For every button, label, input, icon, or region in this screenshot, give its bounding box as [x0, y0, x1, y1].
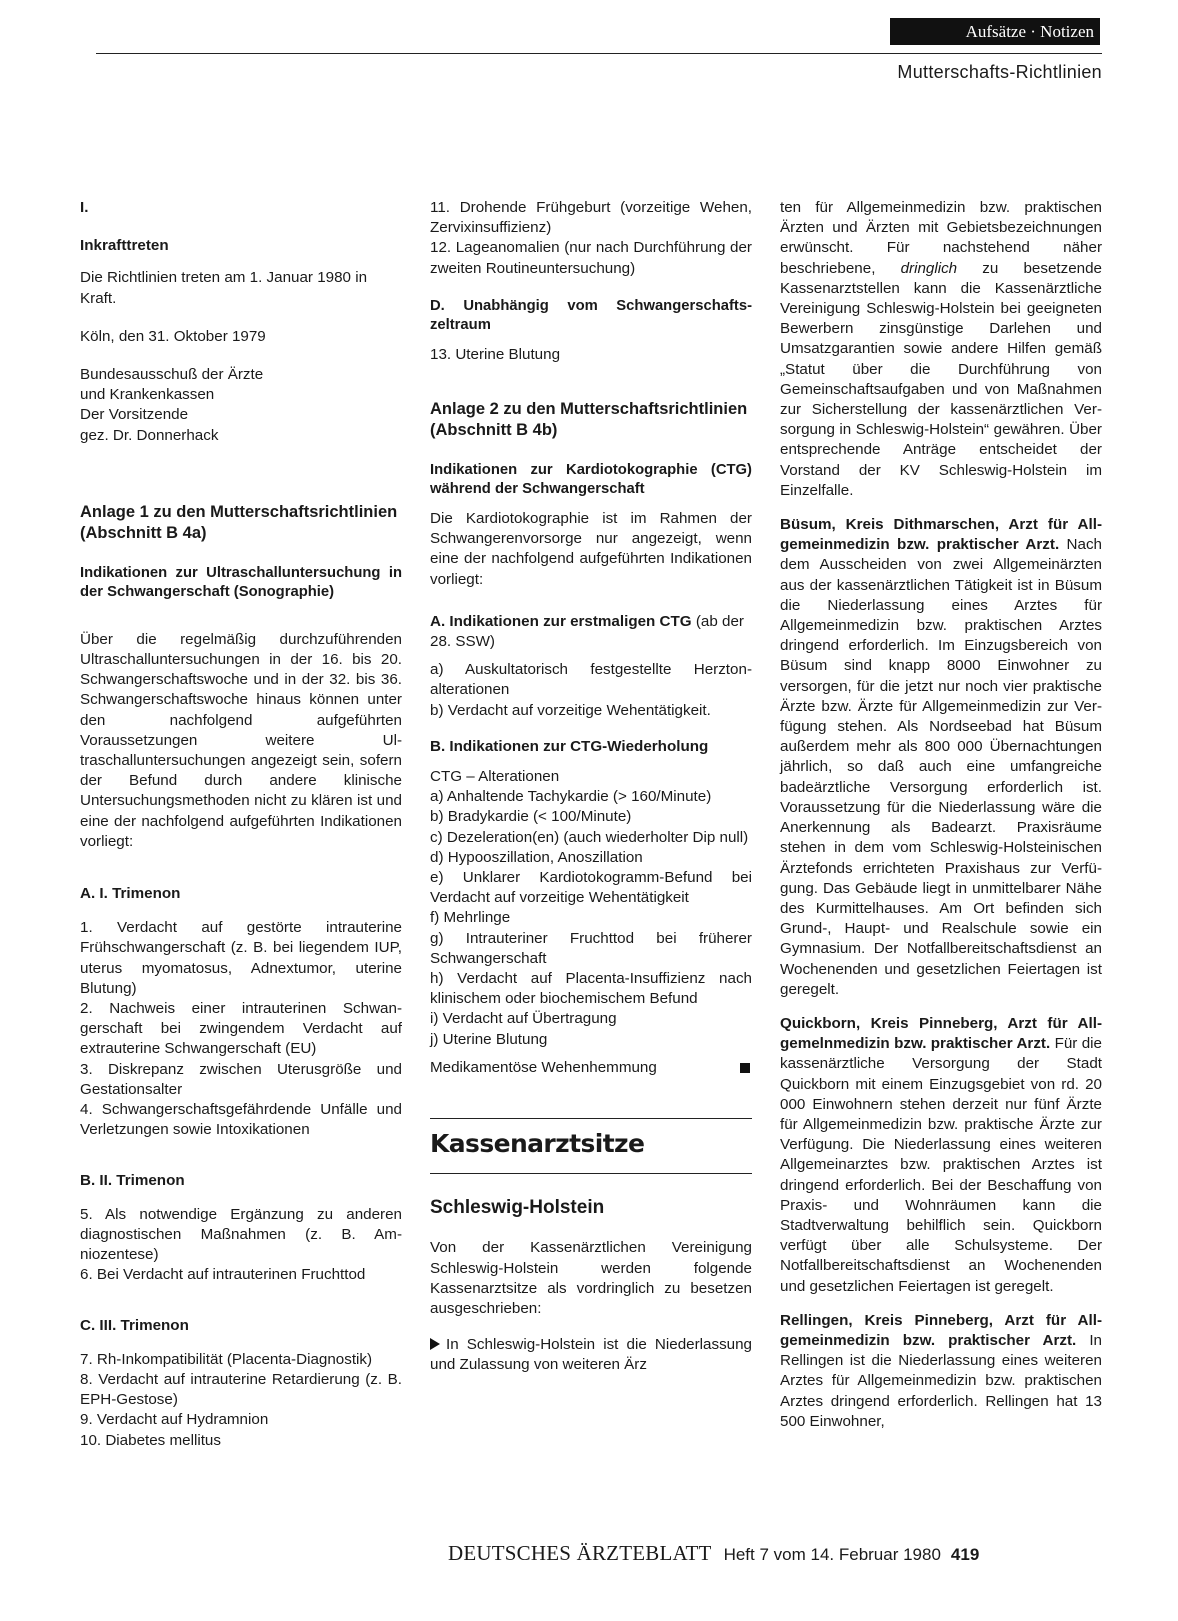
section-rule-top: [430, 1118, 752, 1119]
signature-line: Der Vorsitzende: [80, 406, 189, 424]
arrow-right-icon: [430, 1338, 440, 1350]
list-item: 1. Verdacht auf gestörte intrauterine Frühschwangerschaft (z. B. bei liegendem IUP, uterus myomatosus, Adnextumor, uterine Blutung): [80, 919, 402, 997]
column-1: [80, 198, 402, 1451]
list-item: b) Verdacht auf vorzeitige Wehentätigkeit.: [430, 701, 711, 719]
a-heading: [430, 612, 752, 652]
list-item: 6. Bei Verdacht auf intrauterinen Fruchttod: [80, 1266, 366, 1284]
sh-note-text: In Schleswig-Holstein ist die Niederlassung und Zulassung von weiteren Ärz: [430, 1336, 752, 1374]
list-item: g) Intrauteriner Fruchttod bei früherer Schwangerschaft: [430, 929, 752, 967]
anlage-2-subheading: Indikationen zur Kardiotokographie (CTG) während der Schwangerschaft: [430, 462, 752, 498]
list-item: 4. Schwangerschaftsgefährdende Unfälle und Verletzungen sowie Intoxikationen: [80, 1101, 402, 1139]
listing-text: In Rellingen ist die Niederlassung eines weiteren Arztes für Allgemeinmedizin bzw. praktischen Arztes dringend erforderlich. Rellingen hat 13 500 Einwohner,: [780, 1331, 1102, 1430]
anlage-1-subheading: Indikationen zur Ultraschalluntersuchung in der Schwangerschaft (Sonographie): [80, 564, 402, 600]
listing-lead: Rellingen, Kreis Pinneberg, Arzt für Allgemeinmedizin bzw. praktischer Arzt.: [780, 1311, 1102, 1349]
anlage-2-intro: Die Kardiotokographie ist im Rahmen der Schwangerenvorsorge nur angezeigt, wenn eine der nachfolgend aufgeführten Indikationen vorliegt:: [430, 510, 752, 588]
sh-intro: Von der Kassenärztlichen Vereinigung Schleswig-Holstein werden folgende Kassenarztsitze als vordringlich zu besetzen ausgeschrieben:: [430, 1239, 752, 1317]
section-number: I.: [80, 199, 89, 216]
end-mark-icon: [740, 1063, 750, 1073]
inkrafttreten-heading: Inkrafttreten: [80, 237, 169, 255]
sh-note: [430, 1335, 752, 1375]
issue-info: Heft 7 vom 14. Februar 1980: [723, 1545, 941, 1564]
trimenon-2-heading: B. II. Trimenon: [80, 1171, 185, 1189]
list-item: 11. Drohende Frühgeburt (vorzeitige Wehen, Zervixinsuffizienz): [430, 199, 752, 237]
trimenon-3-heading: C. III. Trimenon: [80, 1316, 189, 1334]
list-item: 5. Als notwendige Ergänzung zu anderen diagnostischen Maßnahmen (z. B. Amniozentese): [80, 1205, 402, 1264]
listing-quickborn: [780, 1014, 1102, 1297]
anlage-1-heading: Anlage 1 zu den Mutterschaftsrichtlinien (Abschnitt B 4a): [80, 502, 398, 542]
list-item: 13. Uterine Blutung: [430, 345, 561, 363]
kassenarztsitze-title: Kassenarztsitze: [430, 1129, 645, 1159]
list-item: CTG – Alterationen: [430, 768, 560, 786]
page-footer: [448, 1541, 1102, 1566]
signature-line: und Krankenkassen: [80, 386, 215, 404]
column-2: [430, 198, 752, 1384]
text-run: zu besetzende Kassenarztstellen kann die Kassenärztliche Vereinigung Schleswig-Holstein bei geeigneten Bewerbern zinsgünstige Darlehen und Umsatzgarantien sowie andere Hilfen gemäß „Statut über die Durchführung von Gemeinschaftsaufgaben und von Maßnahmen zur Sicherstellung der kassenärztlichen Versorgung in Schleswig-Holstein“ gewähren. Über entsprechende Anträge entscheidet der Vorstand der KV Schleswig-Holstein im Einzelfalle.: [780, 259, 1102, 499]
list-item: 10. Diabetes mellitus: [80, 1431, 221, 1449]
a-heading-rest: (ab der 28. SSW): [430, 612, 744, 651]
text-run-italic: dringlich: [900, 259, 958, 277]
list-item: a) Auskultatorisch festgestellte Herztonalterationen: [430, 661, 752, 699]
schleswig-holstein-title: Schleswig-Holstein: [430, 1197, 605, 1219]
signature-block: [80, 365, 402, 446]
anlage-2-heading: Anlage 2 zu den Mutterschaftsrichtlinien (Abschnitt B 4b): [430, 400, 748, 440]
list-item: e) Unklarer Kardiotokogramm-Befund bei Verdacht auf vorzeitige Wehentätigkeit: [430, 869, 752, 907]
b-heading: B. Indikationen zur CTG-Wiederholung: [430, 737, 709, 755]
column-3: [780, 198, 1102, 1440]
journal-name: DEUTSCHES ÄRZTEBLATT: [448, 1541, 712, 1565]
a-heading-bold: A. Indikationen zur erstmaligen CTG: [430, 612, 692, 630]
text-run: ten für Allgemeinmedizin bzw. praktischen Ärzten und Ärzten mit Gebietsbezeichnungen erwünscht. Für nachstehend näher beschriebene,: [780, 199, 1102, 277]
list-item: Medikamentöse Wehenhemmung: [430, 1058, 657, 1076]
last-item-line: [430, 1058, 752, 1078]
list-item: c) Dezeleration(en) (auch wiederholter Dip null): [430, 828, 749, 846]
list-item: d) Hypooszillation, Anoszillation: [430, 848, 643, 866]
inkrafttreten-text: Die Richtlinien treten am 1. Januar 1980 in Kraft.: [80, 269, 368, 307]
listing-lead: Büsum, Kreis Dithmarschen, Arzt für Allgemeinmedizin bzw. praktischer Arzt.: [780, 516, 1102, 554]
list-item: 3. Diskrepanz zwischen Uterusgröße und Gestationsalter: [80, 1060, 402, 1098]
list-item: 2. Nachweis einer intrauterinen Schwangerschaft bei zwingendem Verdacht auf extrauterine Schwangerschaft (EU): [80, 1000, 402, 1058]
list-item: a) Anhaltende Tachykardie (> 160/Minute): [430, 788, 712, 806]
listing-lead: Quickborn, Kreis Pinneberg, Arzt für Allgemelnmedizin bzw. praktischer Arzt.: [780, 1014, 1102, 1053]
anlage-1-intro: Über die regelmäßig durchzuführenden Ultraschalluntersuchungen in der 16. bis 20. Schwangerschaftswoche und in der 32. bis 36. Schwangerschaftswoche hinaus können unter den nachfolgend aufgeführten Voraussetzungen weitere Ultraschalluntersuchungen angezeigt sein, sofern der Befund durch andere klinische Untersuchungsmethoden nicht zu klären ist und eine der nachfolgend aufgeführten Indikationen vorliegt:: [80, 630, 402, 850]
continued-text: [780, 198, 1102, 501]
list-item: 8. Verdacht auf intrauterine Retardierung (z. B. EPH-Gestose): [80, 1370, 402, 1409]
trimenon-1-heading: A. I. Trimenon: [80, 885, 181, 903]
list-item: h) Verdacht auf Placenta-Insuffizienz nach klinischem oder biochemischem Befund: [430, 970, 752, 1008]
listing-text: Nach dem Ausscheiden von zwei Allgemeinärzten aus der kassenärztlichen Tätigkeit ist in Büsum die Niederlassung eines Arztes für Allgemeinmedizin bzw. praktischen Arztes dringend erforderlich. Im Einzugsbereich von Büsum sind knapp 8000 Einwohner zu versorgen, für die jetzt nur noch vier praktische Ärzte bzw. Ärzte für Allgemeinmedizin zur Verfügung stehen. Als Nordseebad hat Büsum außerdem mehr als 800 000 Übernachtungen jährlich, so daß auch eine umfangreiche badeärztliche Versorgung erforderlich ist. Voraussetzung für die Niederlassung wäre die Anerkennung als Badearzt. Praxisräume stehen in dem vom Schleswig-Holsteinischen Ärztefonds errichteten Praxishaus zur Verfügung. Das Gebäude liegt in unmittelbarer Nähe des Kurmittelhauses. Am Ort befinden sich Grund-, Haupt- und Realschule sowie ein Gymnasium. Der Notfallbereitschaftsdienst an Wochenenden und gesetzlichen Feiertagen ist geregelt.: [780, 536, 1102, 998]
list-item: j) Uterine Blutung: [430, 1030, 548, 1048]
list-item: 12. Lageanomalien (nur nach Durchführung der zweiten Routineuntersuchung): [430, 239, 752, 277]
list-item: b) Bradykardie (< 100/Minute): [430, 808, 632, 826]
running-title: Mutterschafts-Richtlinien: [897, 62, 1102, 82]
list-item: i) Verdacht auf Übertragung: [430, 1010, 617, 1028]
listing-buesum: [780, 515, 1102, 1000]
listing-rellingen: [780, 1311, 1102, 1432]
header-rule: [96, 53, 1102, 54]
list-item: 9. Verdacht auf Hydramnion: [80, 1411, 269, 1429]
d-heading: D. Unabhängig vom Schwangerschaftszeltraum: [430, 297, 752, 333]
place-date: Köln, den 31. Oktober 1979: [80, 327, 266, 345]
signature-line: Bundesausschuß der Ärzte: [80, 366, 264, 384]
list-item: 7. Rh-Inkompatibilität (Placenta-Diagnostik): [80, 1350, 373, 1368]
signature-line: gez. Dr. Donnerhack: [80, 426, 219, 444]
page-number: 419: [950, 1545, 980, 1564]
list-item: f) Mehrlinge: [430, 909, 511, 927]
section-tab: Aufsätze · Notizen: [890, 18, 1100, 45]
listing-text: Für die kassenärztliche Versorgung der Stadt Quickborn mit einem Einzugsgebiet von rd. 20 000 Einwohnern stehen derzeit nur fünf Ärzte für Allgemeinmedizin bzw. praktische Ärzte zur Verfügung. Die Niederlassung eines weiteren Allgemeinarztes bzw. praktischen Arztes ist dringend erforderlich. Bei der Beschaffung von Praxis- und Wohnräumen kann die Stadtverwaltung behilflich sein. Quickborn verfügt über alle Schulsysteme. Der Notfallbereitschaftsdienst an Wochenenden und gesetzlichen Feiertagen ist geregelt.: [780, 1035, 1102, 1295]
